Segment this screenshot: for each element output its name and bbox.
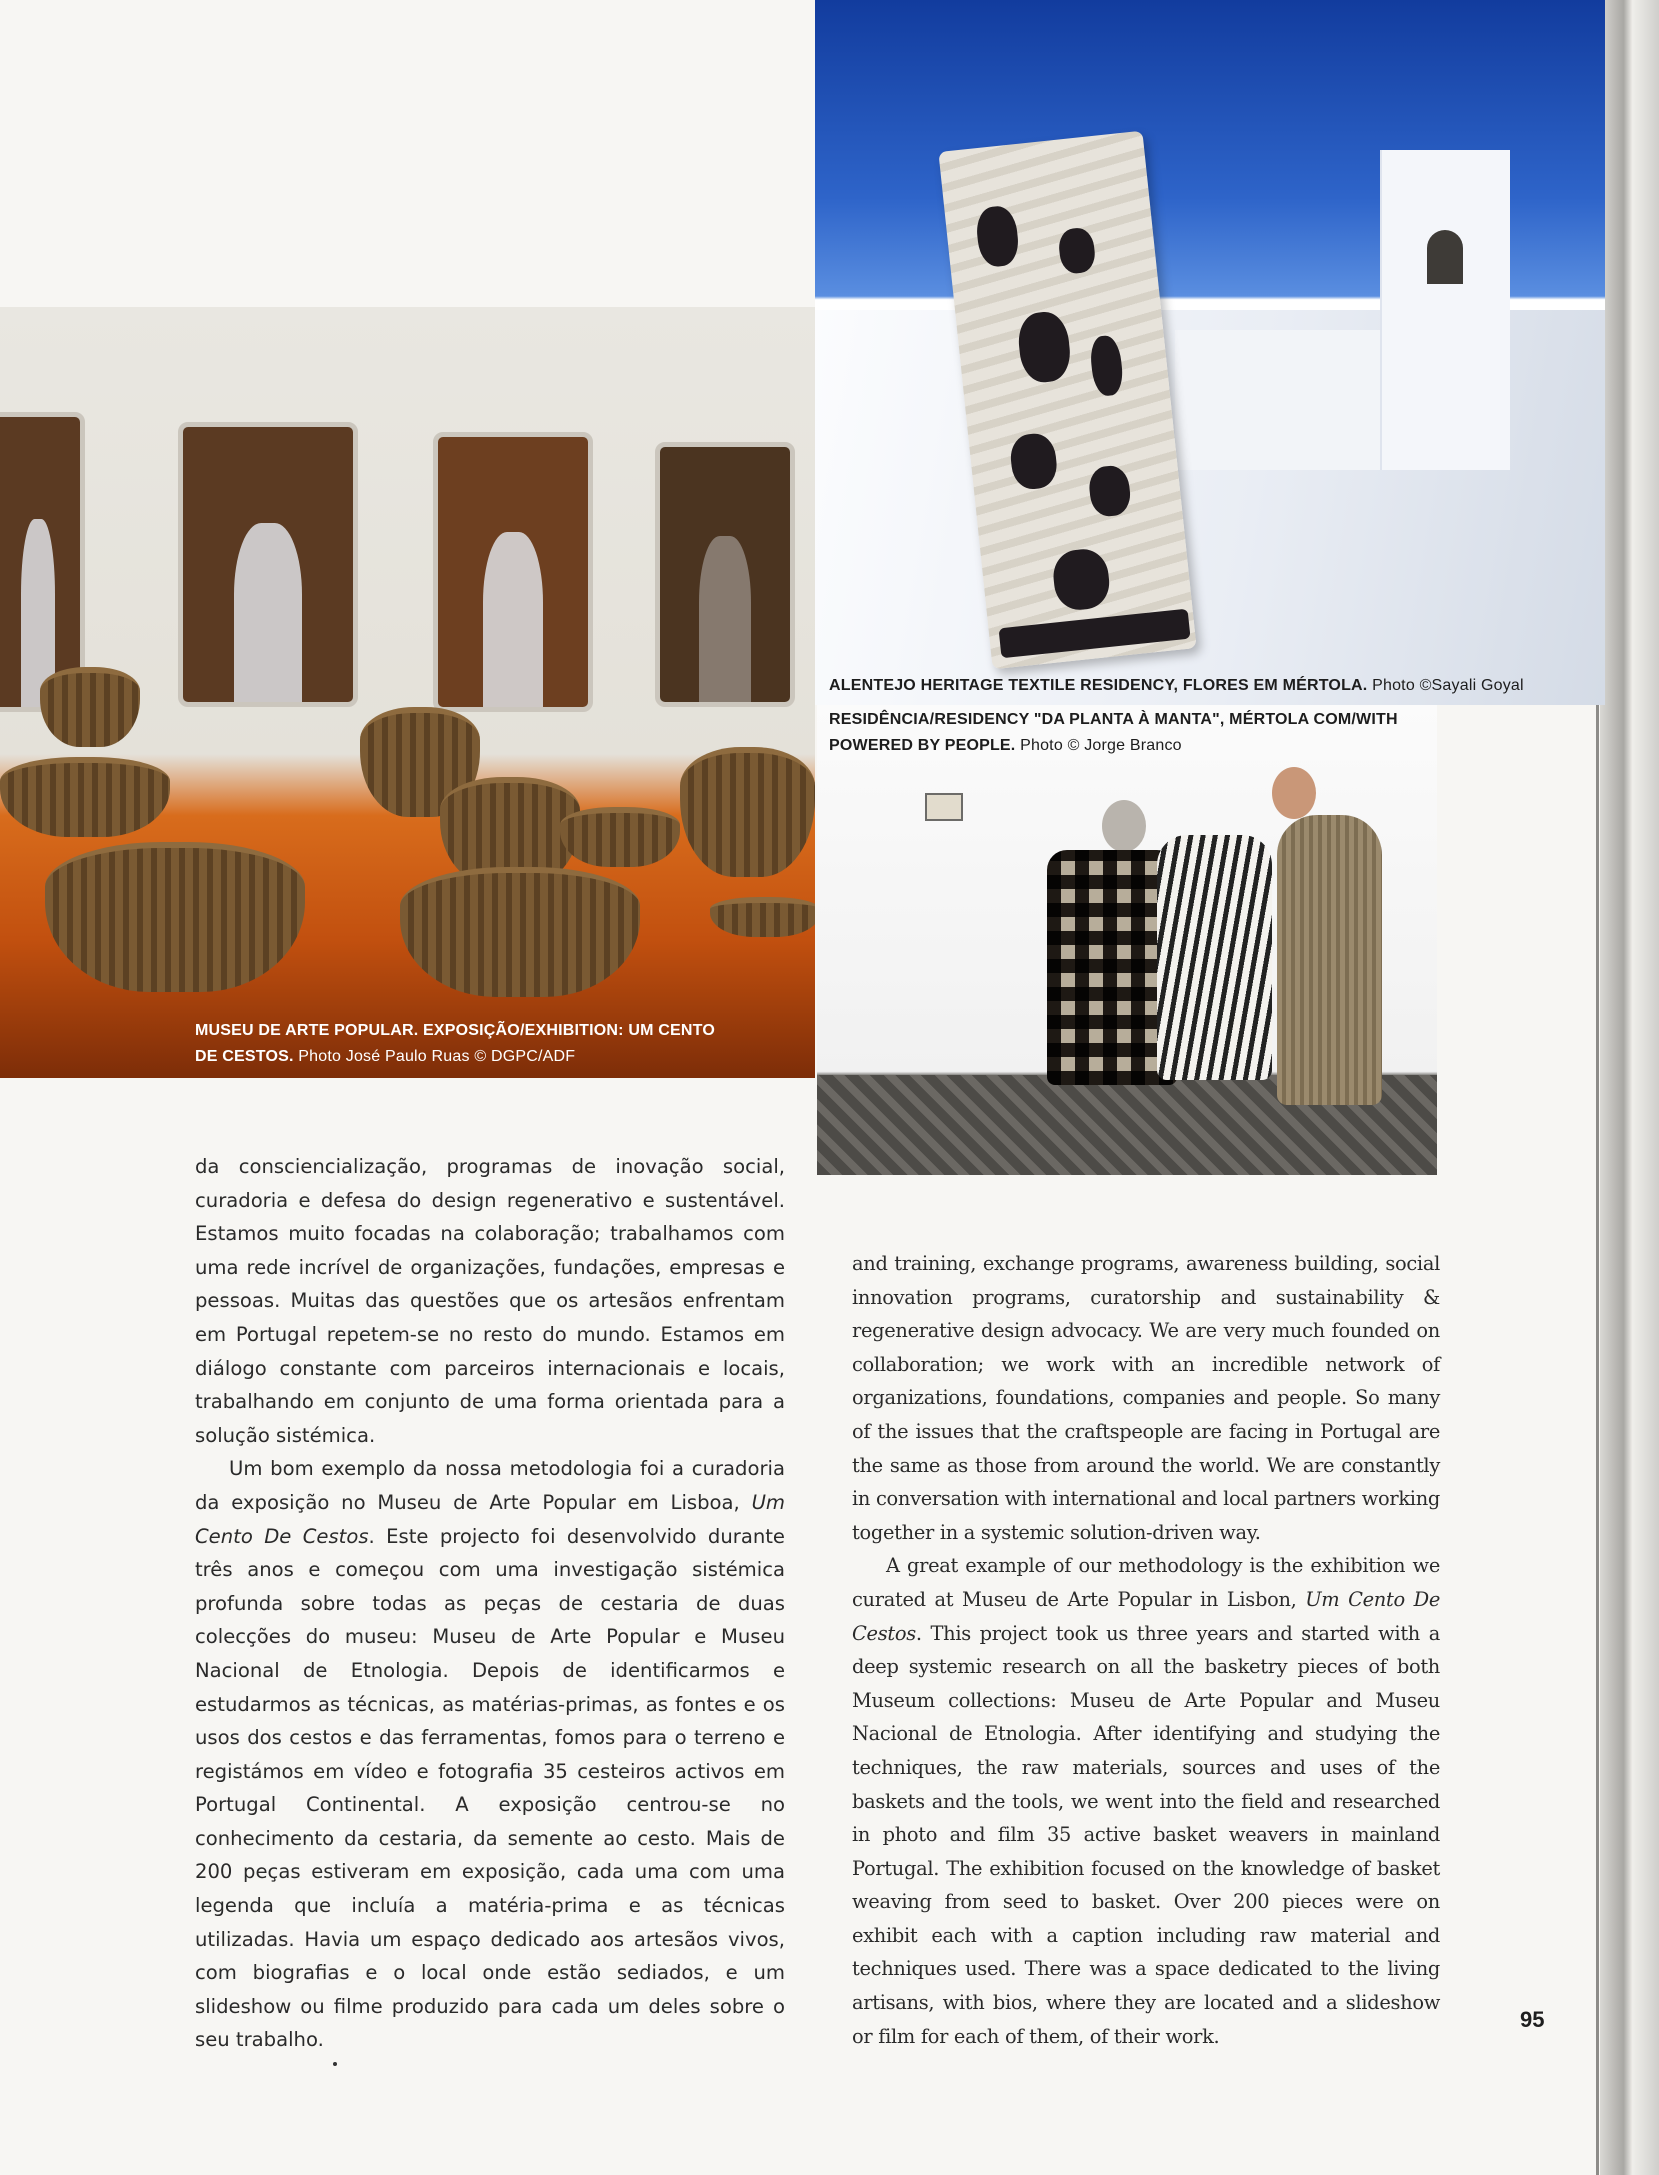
paragraph-text: . Este projecto foi desenvolvido durante três anos e começou com uma investigação sistémica profunda sobre todas as peças de cestaria de duas colecções do museu: Museu de Arte Popular e Museu Nacional de Etnologia. Depois de identificarmos e estudarmos as técnicas, as matérias-primas, as fontes e os usos dos cestos e das ferramentas, fomos para o terreno e registámos em vídeo e fotografia 35 cesteiros activos em Portugal Continental. A exposição centrou-se no conhecimento da cestaria, da semente ao cesto. Mais de 200 peças estiveram em exposição, cada uma com uma legenda que incluía a matéria-prima e as técnicas utilizadas. Havia um espaço dedicado aos artesãos vivos, com biografias e o local onde estão sediados, e um slideshow ou filme produzido para cada um deles sobre o seu trabalho.	[195, 1524, 785, 2052]
caption-textile-residency	[829, 673, 1589, 699]
page-number: 95	[1520, 2007, 1545, 2032]
caption-title: MUSEU DE ARTE POPULAR. EXPOSIÇÃO/EXHIBITION: UM CENTO DE CESTOS.	[195, 1022, 715, 1065]
exhibit-portrait-2	[178, 422, 358, 707]
caption-credit: Photo José Paulo Ruas © DGPC/ADF	[298, 1048, 576, 1065]
basket	[680, 747, 815, 877]
paragraph	[852, 1549, 1440, 2053]
photo-textile-wall	[815, 0, 1605, 705]
basket	[40, 667, 140, 747]
caption-basket-exhibition	[195, 1018, 715, 1070]
woman-head	[1272, 767, 1316, 819]
paragraph-text: . This project took us three years and started with a deep systemic research on all the basketry pieces of both Museum collections: Museu de Arte Popular and Museu Nacional de Etnologia. After identifying and studying the techniques, the raw materials, sources and uses of the baskets and the tools, we went into the field and researched in photo and film 35 active basket weavers in mainland Portugal. The exhibition focused on the knowledge of basket weaving from seed to basket. Over 200 pieces were on exhibit each with a caption including raw material and techniques used. There was a space dedicated to the living artisans, with bios, where they are located and a slideshow or film for each of them, of their work.	[852, 1621, 1440, 2048]
caption-residency	[829, 707, 1429, 759]
photo-residency-women	[817, 705, 1437, 1175]
caption-credit: Photo ©Sayali Goyal	[1372, 677, 1524, 694]
exhibit-portrait-3	[433, 432, 593, 712]
blanket-striped	[1157, 835, 1272, 1080]
paragraph: da consciencialização, programas de inovação social, curadoria e defesa do design regenerativo e sustentável. Estamos muito focadas na colaboração; trabalhamos com uma rede incrível de organizações, fundações, empresas e pessoas. Muitas das questões que os artesãos enfrentam em Portugal repetem-se no resto do mundo. Estamos em diálogo constante com parceiros internacionais e locais, trabalhando em conjunto de uma forma orientada para a solução sistémica.	[195, 1155, 785, 1447]
wall-sign	[925, 793, 963, 821]
blanket-brown	[1277, 815, 1382, 1105]
basket	[45, 842, 305, 992]
textile-motif	[1008, 432, 1059, 491]
basket	[400, 867, 640, 997]
page-binding	[1600, 0, 1659, 2175]
basket	[560, 807, 680, 867]
paragraph-text: Um bom exemplo da nossa metodologia foi a curadoria da exposição no Museu de Arte Popular em Lisboa,	[195, 1457, 785, 1514]
basket	[710, 897, 815, 937]
exhibit-portrait-4	[655, 442, 795, 707]
caption-title: RESIDÊNCIA/RESIDENCY "DA PLANTA À MANTA", MÉRTOLA COM/WITH POWERED BY PEOPLE.	[829, 711, 1398, 754]
exhibition-title: Um Cento De Cestos	[195, 1490, 785, 1548]
paragraph: and training, exchange programs, awareness building, social innovation programs, curatorship and sustainability & regenerative design advocacy. We are very much founded on collaboration; we work with an incredible network of organizations, foundations, companies and people. So many of the issues that the craftspeople are facing in Portugal are the same as those from around the world. We are constantly in conversation with international and local partners working together in a systemic solution-driven way.	[852, 1252, 1440, 1544]
paragraph-text: A great example of our methodology is the exhibition we curated at Museu de Arte Popular in Lisbon,	[852, 1554, 1440, 1611]
textile-motif	[1087, 464, 1132, 518]
woman-head	[1102, 800, 1146, 852]
textile-motif	[974, 204, 1020, 268]
textile-motif	[1016, 310, 1073, 385]
bell-tower	[1380, 150, 1510, 470]
photo-basket-exhibition	[0, 307, 815, 1078]
textile-motif	[1057, 226, 1097, 274]
text-column-english	[852, 1247, 1440, 2053]
text-column-portuguese	[195, 1150, 785, 2057]
textile-motif	[1051, 547, 1112, 612]
exhibition-title: Um Cento De Cestos	[852, 1587, 1441, 1645]
textile-border	[999, 609, 1191, 659]
basket	[0, 757, 170, 837]
textile-motif	[1089, 334, 1125, 397]
caption-credit: Photo © Jorge Branco	[1020, 737, 1182, 754]
bell-icon	[1427, 230, 1463, 284]
paragraph	[195, 1452, 785, 2057]
caption-title: ALENTEJO HERITAGE TEXTILE RESIDENCY, FLORES EM MÉRTOLA.	[829, 677, 1368, 694]
print-speck	[333, 2062, 337, 2066]
